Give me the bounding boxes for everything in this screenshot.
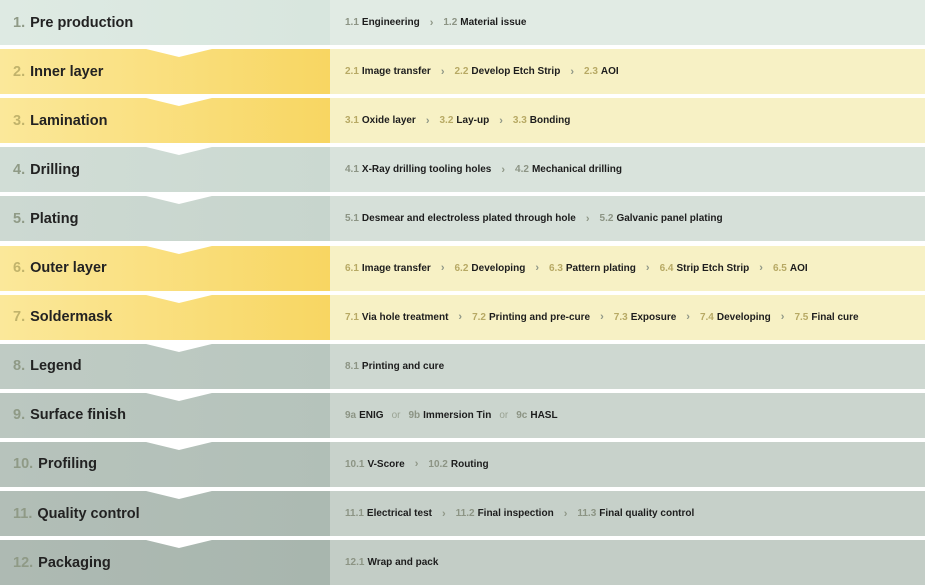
- flow-arrow-icon: [142, 539, 216, 548]
- substep-item: [794, 312, 858, 323]
- substep-label: Wrap and pack: [367, 557, 439, 569]
- substep-list: [330, 0, 925, 45]
- chevron-right-icon: ›: [759, 262, 763, 274]
- substep-label: Develop Etch Strip: [471, 66, 561, 78]
- substep-label: Final cure: [811, 311, 859, 323]
- chevron-right-icon: ›: [535, 262, 539, 274]
- substep-label: Mechanical drilling: [531, 164, 622, 176]
- substep-number: 1.1: [345, 17, 359, 28]
- step-header: [0, 98, 330, 143]
- substep-item: [455, 263, 526, 274]
- substep-item: [600, 213, 723, 224]
- step-label: Plating: [30, 210, 79, 227]
- step-title: [13, 64, 103, 80]
- substep-item: [428, 459, 488, 470]
- step-label: Profiling: [38, 456, 97, 473]
- substep-label: ENIG: [359, 409, 384, 421]
- substep-label: HASL: [530, 409, 558, 421]
- substep-number: 9a: [345, 409, 357, 421]
- step-header: [0, 0, 330, 45]
- substep-label: Electrical test: [366, 508, 432, 519]
- chevron-right-icon: ›: [440, 65, 445, 78]
- substep-label: Desmear and electroless plated through hole: [361, 213, 576, 225]
- step-label: Lamination: [30, 112, 108, 129]
- process-step: [0, 344, 925, 389]
- substep-item: [443, 17, 526, 28]
- substep-item: [472, 312, 590, 323]
- substep-label: Final quality control: [599, 508, 695, 519]
- substep-number: 5.1: [345, 213, 359, 225]
- chevron-right-icon: ›: [585, 212, 590, 225]
- substep-number: 6.4: [659, 262, 674, 274]
- step-label: Inner layer: [30, 63, 104, 80]
- substep-list: [330, 344, 925, 389]
- substep-number: 1.2: [443, 17, 458, 28]
- chevron-right-icon: ›: [686, 311, 690, 324]
- substep-label: Exposure: [630, 311, 677, 323]
- substep-label: Engineering: [361, 17, 420, 28]
- step-title: [13, 162, 80, 178]
- process-step: [0, 0, 925, 45]
- step-label: Drilling: [30, 161, 81, 178]
- substep-label: Image transfer: [361, 66, 431, 78]
- substep-label: V-Score: [367, 458, 405, 470]
- substep-item: [614, 312, 676, 323]
- chevron-right-icon: ›: [499, 114, 503, 127]
- step-title: [13, 211, 78, 227]
- step-title: [13, 407, 126, 423]
- step-title: [13, 506, 140, 522]
- step-header: [0, 196, 330, 241]
- substep-item: [345, 17, 420, 28]
- substep-item: [345, 410, 384, 421]
- substep-item: [345, 66, 431, 77]
- substep-item: [516, 410, 557, 421]
- substep-item: [549, 263, 636, 274]
- chevron-right-icon: ›: [429, 16, 434, 29]
- step-number: 4.: [13, 161, 26, 178]
- step-number: 12.: [13, 554, 34, 571]
- substep-list: [330, 49, 925, 94]
- substep-number: 12.1: [345, 557, 365, 569]
- process-step: [0, 246, 925, 291]
- step-header: [0, 344, 330, 389]
- substep-item: [455, 66, 561, 77]
- substep-list: [330, 295, 925, 340]
- substep-number: 4.2: [515, 164, 529, 176]
- substep-label: Developing: [471, 262, 526, 274]
- substep-item: [584, 66, 619, 77]
- substep-label: Bonding: [529, 115, 571, 127]
- substep-item: [700, 312, 771, 323]
- substep-list: [330, 442, 925, 487]
- substep-number: 3.3: [512, 115, 527, 127]
- substep-item: [345, 508, 432, 519]
- step-title: [13, 456, 97, 472]
- substep-item: [345, 557, 438, 568]
- process-step: [0, 491, 925, 536]
- flow-arrow-icon: [142, 343, 216, 352]
- substep-list: [330, 393, 925, 438]
- substep-list: [330, 491, 925, 536]
- substep-number: 6.2: [454, 262, 469, 274]
- substep-label: Immersion Tin: [423, 409, 492, 421]
- substep-item: [660, 263, 750, 274]
- flow-arrow-icon: [142, 441, 216, 450]
- step-number: 8.: [13, 358, 26, 375]
- step-header: [0, 442, 330, 487]
- step-header: [0, 393, 330, 438]
- substep-item: [515, 164, 622, 175]
- chevron-right-icon: ›: [570, 65, 574, 78]
- substep-label: AOI: [789, 262, 808, 274]
- step-number: 5.: [13, 210, 26, 227]
- chevron-right-icon: ›: [645, 262, 650, 274]
- substep-number: 3.1: [345, 115, 359, 127]
- substep-item: [345, 115, 416, 126]
- or-separator: or: [391, 409, 401, 421]
- flow-arrow-icon: [142, 392, 216, 401]
- chevron-right-icon: ›: [563, 507, 568, 520]
- step-number: 9.: [13, 407, 26, 424]
- chevron-right-icon: ›: [501, 163, 506, 176]
- step-title: [13, 15, 133, 31]
- substep-list: [330, 196, 925, 241]
- substep-label: Lay-up: [456, 115, 490, 127]
- substep-number: 11.1: [345, 508, 364, 519]
- substep-item: [577, 508, 694, 519]
- step-title: [13, 358, 82, 374]
- step-label: Pre production: [30, 14, 134, 31]
- substep-item: [345, 361, 444, 372]
- step-label: Legend: [30, 358, 82, 375]
- substep-item: [513, 115, 570, 126]
- flow-arrow-icon: [142, 195, 216, 204]
- step-title: [13, 260, 107, 276]
- flow-arrow-icon: [142, 245, 216, 254]
- substep-item: [408, 410, 491, 421]
- substep-number: 7.4: [699, 311, 714, 323]
- substep-item: [345, 312, 448, 323]
- substep-item: [440, 115, 490, 126]
- substep-list: [330, 147, 925, 192]
- substep-number: 6.5: [772, 262, 787, 274]
- substep-list: [330, 540, 925, 585]
- chevron-right-icon: ›: [440, 262, 445, 274]
- substep-item: [773, 263, 808, 274]
- substep-number: 10.2: [428, 458, 448, 470]
- substep-label: Material issue: [460, 17, 527, 28]
- step-label: Soldermask: [30, 309, 113, 326]
- process-step: [0, 196, 925, 241]
- step-number: 10.: [13, 456, 34, 473]
- or-separator: or: [499, 409, 509, 421]
- flow-arrow-icon: [142, 294, 216, 303]
- substep-label: Developing: [716, 311, 771, 323]
- chevron-right-icon: ›: [425, 114, 430, 127]
- step-title: [13, 555, 111, 571]
- step-number: 11.: [13, 505, 33, 522]
- substep-number: 6.1: [345, 262, 359, 274]
- substep-label: Via hole treatment: [361, 311, 449, 323]
- substep-label: Image transfer: [361, 262, 431, 274]
- substep-number: 7.5: [794, 311, 809, 323]
- substep-item: [345, 213, 576, 224]
- substep-item: [345, 459, 405, 470]
- step-title: [13, 309, 112, 325]
- substep-label: Strip Etch Strip: [676, 262, 750, 274]
- step-label: Outer layer: [30, 260, 107, 276]
- substep-label: Oxide layer: [361, 115, 416, 127]
- substep-label: Final inspection: [477, 508, 554, 519]
- process-step: [0, 540, 925, 585]
- substep-label: Routing: [450, 458, 489, 470]
- chevron-right-icon: ›: [458, 311, 463, 324]
- substep-label: AOI: [600, 66, 619, 78]
- substep-label: X-Ray drilling tooling holes: [361, 164, 492, 176]
- substep-label: Printing and cure: [361, 360, 445, 372]
- substep-number: 7.1: [345, 311, 359, 323]
- flow-arrow-icon: [142, 146, 216, 155]
- substep-label: Pattern plating: [565, 262, 636, 274]
- step-number: 1.: [13, 14, 26, 31]
- substep-label: Printing and pre-cure: [489, 311, 591, 323]
- chevron-right-icon: ›: [414, 458, 419, 471]
- step-number: 6.: [13, 260, 26, 276]
- substep-number: 2.2: [454, 66, 469, 78]
- substep-number: 8.1: [345, 360, 359, 372]
- substep-number: 7.3: [613, 311, 628, 323]
- step-number: 3.: [13, 112, 26, 129]
- process-step: [0, 147, 925, 192]
- step-header: [0, 246, 330, 291]
- step-title: [13, 113, 107, 129]
- process-step: [0, 442, 925, 487]
- process-step: [0, 98, 925, 143]
- substep-number: 11.3: [577, 508, 597, 519]
- substep-number: 10.1: [345, 458, 365, 470]
- substep-label: Galvanic panel plating: [616, 213, 723, 225]
- flow-arrow-icon: [142, 48, 216, 57]
- chevron-right-icon: ›: [600, 311, 604, 324]
- process-step: [0, 393, 925, 438]
- flow-arrow-icon: [142, 97, 216, 106]
- step-header: [0, 49, 330, 94]
- substep-number: 11.2: [455, 508, 475, 519]
- step-label: Quality control: [37, 505, 140, 522]
- step-header: [0, 295, 330, 340]
- chevron-right-icon: ›: [441, 507, 446, 520]
- substep-item: [345, 164, 491, 175]
- flow-arrow-icon: [142, 490, 216, 499]
- process-step: [0, 49, 925, 94]
- substep-number: 2.3: [583, 66, 598, 78]
- step-label: Packaging: [38, 554, 111, 571]
- chevron-right-icon: ›: [780, 311, 785, 324]
- step-number: 7.: [13, 309, 26, 326]
- substep-number: 3.2: [439, 115, 454, 127]
- step-label: Surface finish: [30, 407, 126, 424]
- substep-number: 9b: [408, 409, 421, 421]
- substep-number: 2.1: [345, 66, 359, 78]
- process-step: [0, 295, 925, 340]
- step-header: [0, 147, 330, 192]
- substep-number: 5.2: [599, 213, 614, 225]
- substep-number: 7.2: [472, 311, 486, 323]
- substep-item: [345, 263, 431, 274]
- substep-number: 4.1: [345, 164, 359, 176]
- substep-list: [330, 98, 925, 143]
- substep-number: 9c: [516, 409, 528, 421]
- substep-number: 6.3: [548, 262, 563, 274]
- step-header: [0, 491, 330, 536]
- step-header: [0, 540, 330, 585]
- substep-list: [330, 246, 925, 291]
- substep-item: [456, 508, 554, 519]
- step-number: 2.: [13, 63, 26, 80]
